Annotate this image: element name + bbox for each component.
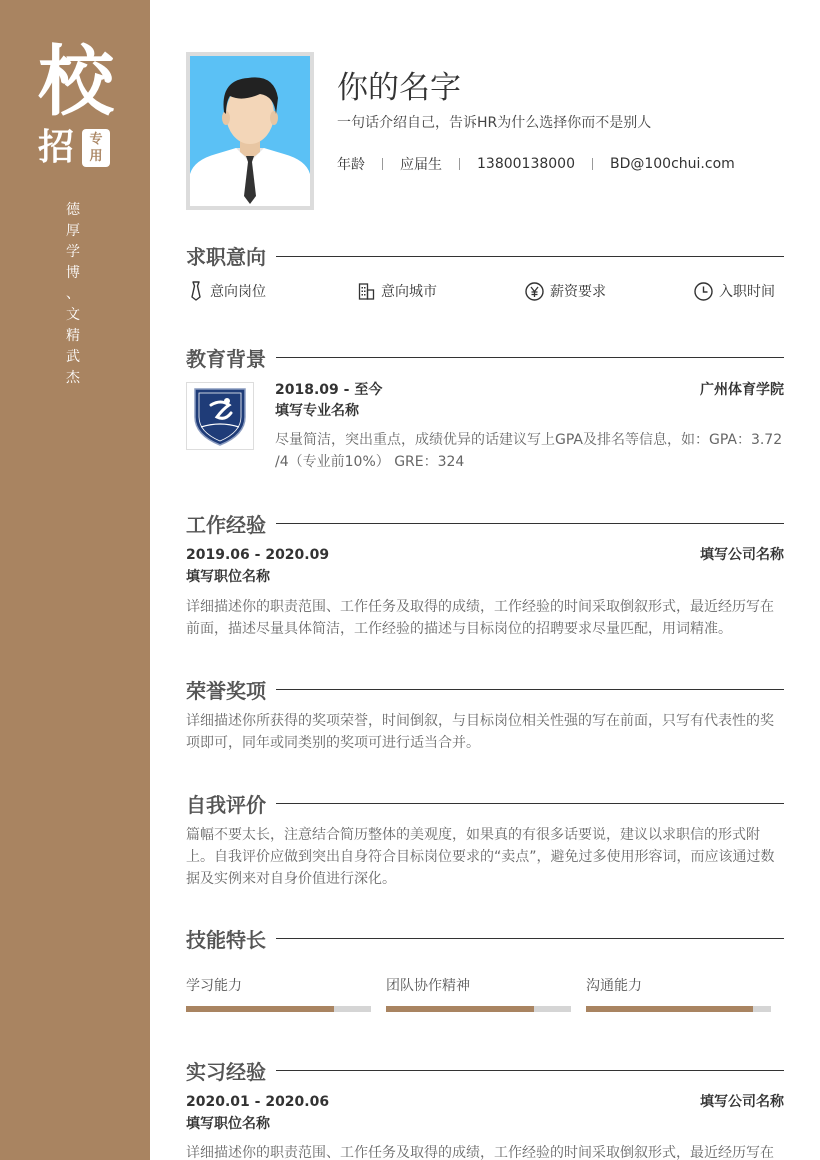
contact-info — [337, 154, 735, 174]
motto-char: 、 — [66, 286, 80, 302]
intention-item-city — [358, 280, 437, 302]
skill-label: 团队协作精神 — [386, 978, 470, 994]
yen-icon — [525, 282, 544, 301]
intention-item-salary — [525, 280, 606, 302]
section-divider — [276, 938, 784, 939]
section-divider — [276, 357, 784, 358]
internship-position: 填写职位名称 — [186, 1116, 270, 1132]
motto-char: 武 — [66, 349, 80, 365]
motto-char: 杰 — [66, 370, 80, 386]
internship-company: 填写公司名称 — [700, 1094, 784, 1110]
education-period: 2018.09 - 至今 — [275, 382, 383, 398]
work-description: 详细描述你的职责范围、工作任务及取得的成绩，工作经验的时间采取倒叙形式，最近经历写在前面，描述尽量具体简洁，工作经验的描述与目标岗位的招聘要求尽量匹配，用词精准。 — [186, 599, 774, 637]
section-divider — [276, 689, 784, 690]
email-text: BD@100chui.com — [609, 156, 735, 172]
profile-photo — [186, 52, 314, 210]
logo-badge — [82, 129, 110, 167]
section-divider — [276, 803, 784, 804]
motto-char: 文 — [66, 307, 80, 323]
internship-description: 详细描述你的职责范围、工作任务及取得的成绩，工作经验的时间采取倒叙形式，最近经历写在 — [186, 1145, 774, 1160]
avatar-illustration — [190, 56, 310, 206]
school-emblem-icon — [187, 383, 253, 449]
sidebar — [0, 0, 150, 1160]
intention-label: 薪资要求 — [550, 284, 606, 300]
skill-bar-fill — [386, 1006, 534, 1012]
intention-label: 意向岗位 — [210, 284, 266, 300]
logo-badge-char: 用 — [89, 149, 103, 164]
skill-bar — [586, 1006, 771, 1012]
divider — [592, 158, 593, 170]
section-title-internship: 实习经验 — [186, 1060, 266, 1084]
skill-bar — [386, 1006, 571, 1012]
section-title-work: 工作经验 — [186, 513, 266, 537]
motto-char: 博 — [66, 265, 80, 281]
skill-label: 沟通能力 — [586, 978, 642, 994]
skill-bar-fill — [186, 1006, 334, 1012]
section-divider — [276, 1070, 784, 1071]
section-divider — [276, 523, 784, 524]
section-divider — [276, 256, 784, 257]
motto — [62, 200, 84, 389]
status-text: 应届生 — [400, 157, 442, 173]
self-evaluation-description: 篇幅不要太长，注意结合简历整体的美观度，如果真的有很多话要说，建议以求职信的形式附上。自我评价应做到突出自身符合目标岗位要求的“卖点”，避免过多使用形容词，而应该通过数据及实例来对自身价值进行深化。 — [186, 827, 775, 887]
section-title-skills: 技能特长 — [186, 928, 266, 952]
school-logo — [186, 382, 254, 450]
section-title-honors: 荣誉奖项 — [186, 679, 266, 703]
education-major: 填写专业名称 — [275, 403, 359, 419]
honors-description: 详细描述你所获得的奖项荣誉，时间倒叙，与目标岗位相关性强的写在前面，只写有代表性的奖项即可，同年或同类别的奖项可进行适当合并。 — [186, 713, 774, 751]
intention-item-position — [188, 280, 266, 302]
section-title-self-evaluation: 自我评价 — [186, 793, 266, 817]
work-company: 填写公司名称 — [700, 547, 784, 563]
skill-label: 学习能力 — [186, 978, 242, 994]
intention-label: 意向城市 — [381, 284, 437, 300]
logo-main-char: 校 — [38, 37, 114, 126]
divider — [459, 158, 460, 170]
logo-badge-char: 专 — [89, 132, 103, 147]
intention-item-start-time — [694, 280, 775, 302]
tie-icon — [188, 281, 204, 301]
candidate-name: 你的名字 — [337, 70, 461, 106]
motto-char: 精 — [66, 328, 80, 344]
clock-icon — [694, 282, 713, 301]
internship-period: 2020.01 - 2020.06 — [186, 1094, 330, 1110]
phone-text: 13800138000 — [477, 156, 575, 172]
intention-row — [186, 280, 784, 302]
work-period: 2019.06 - 2020.09 — [186, 547, 330, 563]
motto-char: 学 — [66, 244, 80, 260]
work-position: 填写职位名称 — [186, 569, 270, 585]
logo-second-char: 招 — [38, 126, 75, 168]
motto-char: 厚 — [66, 223, 80, 239]
age-text: 年龄 — [337, 157, 365, 173]
skill-bar — [186, 1006, 371, 1012]
education-description: 尽量简洁，突出重点，成绩优异的话建议写上GPA及排名等信息，如：GPA：3.72 /4（专业前10%） GRE：324 — [275, 432, 783, 470]
section-title-education: 教育背景 — [186, 347, 266, 371]
tagline: 一句话介绍自己，告诉HR为什么选择你而不是别人 — [337, 115, 652, 131]
motto-char: 德 — [66, 202, 80, 218]
skill-bar-fill — [586, 1006, 753, 1012]
education-school: 广州体育学院 — [700, 382, 784, 398]
building-icon — [358, 282, 375, 300]
section-title-intention: 求职意向 — [186, 245, 266, 269]
intention-label: 入职时间 — [719, 284, 775, 300]
divider — [382, 158, 383, 170]
